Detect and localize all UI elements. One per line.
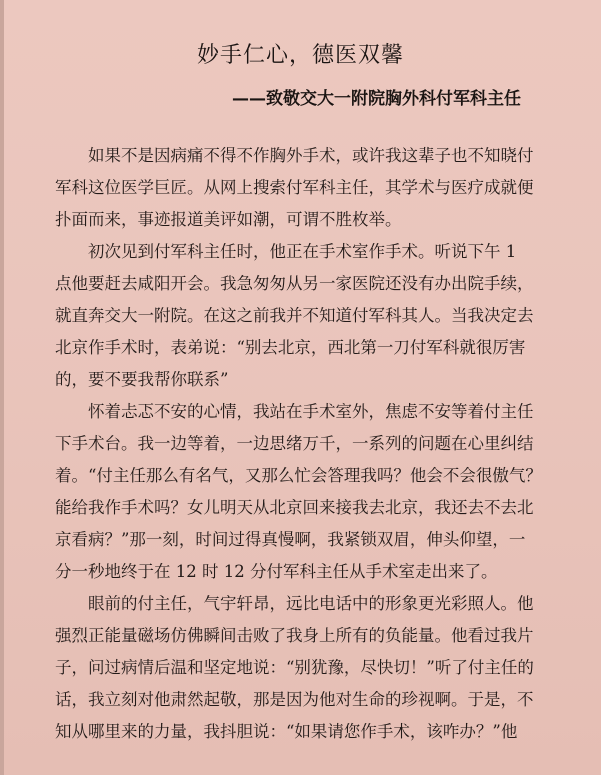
article-title: 妙手仁心，德医双馨 — [196, 43, 404, 68]
text-line: 怀着忐忑不安的心情，我站在手术室外，焦虑不安等着付主任 — [55, 402, 534, 421]
text-line: 点他要赶去咸阳开会。我急匆匆从另一家医院还没有办出院手续， — [55, 274, 534, 293]
text-line: 的，要不要我帮你联系” — [55, 370, 229, 389]
text-line: 强烈正能量磁场仿佛瞬间击败了我身上所有的负能量。他看过我片 — [55, 626, 534, 645]
text-line: 着。“付主任那么有名气，又那么忙会答理我吗？他会不会很傲气？ — [55, 466, 542, 485]
text-line: 扑面而来，事迹报道美评如潮，可谓不胜枚举。 — [55, 210, 402, 229]
text-line: 军科这位医学巨匠。从网上搜索付军科主任，其学术与医疗成就便 — [55, 178, 534, 197]
page-edge — [0, 0, 4, 775]
article-body — [55, 140, 555, 748]
article-subtitle: ——致敬交大一附院胸外科付军科主任 — [232, 89, 521, 109]
text-line: 就直奔交大一附院。在这之前我并不知道付军科其人。当我决定去 — [55, 306, 534, 325]
text-line: 分一秒地终于在 12 时 12 分付军科主任从手术室走出来了。 — [55, 562, 498, 581]
text-line: 眼前的付主任，气宇轩昂，远比电话中的形象更光彩照人。他 — [55, 594, 534, 613]
text-line: 知从哪里来的力量，我抖胆说：“如果请您作手术，该咋办？”他 — [55, 722, 518, 741]
text-line: 初次见到付军科主任时，他正在手术室作手术。听说下午 1 — [55, 242, 517, 261]
text-line: 京看病？”那一刻，时间过得真慢啊，我紧锁双眉，伸头仰望，一 — [55, 530, 526, 549]
text-line: 能给我作手术吗？女儿明天从北京回来接我去北京，我还去不去北 — [55, 498, 534, 517]
text-line: 如果不是因病痛不得不作胸外手术，或许我这辈子也不知晓付 — [55, 146, 534, 165]
text-line: 下手术台。我一边等着，一边思绪万千，一系列的问题在心里纠结 — [55, 434, 534, 453]
text-line: 北京作手术时，表弟说：“别去北京，西北第一刀付军科就很厉害 — [55, 338, 526, 357]
text-line: 子，问过病情后温和坚定地说：“别犹豫，尽快切！”听了付主任的 — [55, 658, 534, 677]
text-line: 话，我立刻对他肃然起敬，那是因为他对生命的珍视啊。于是，不 — [55, 690, 534, 709]
